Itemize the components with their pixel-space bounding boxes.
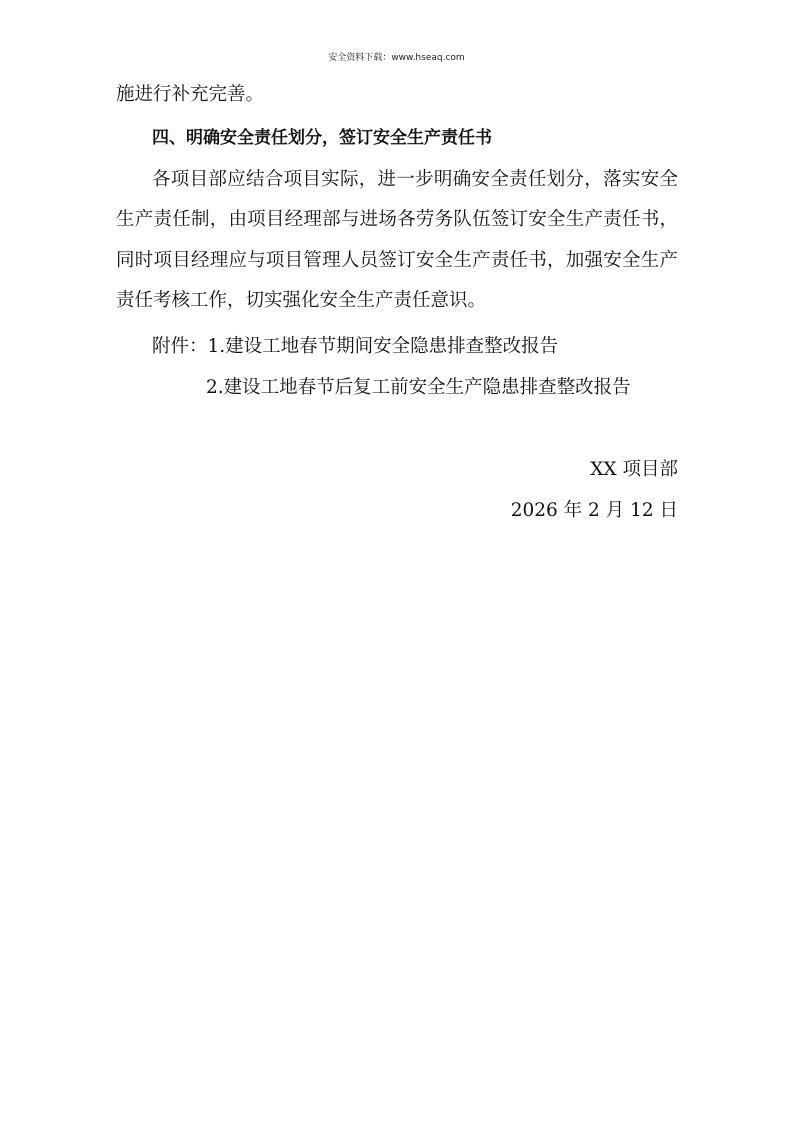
paragraph-line-1: 各项目部应结合项目实际，进一步明确安全责任划分，落实安全 <box>152 169 678 190</box>
section-heading: 四、明确安全责任划分，签订安全生产责任书 <box>152 128 492 148</box>
continued-text-line: 施进行补充完善。 <box>116 84 265 105</box>
signature-date: 2026 年 2 月 12 日 <box>510 500 678 521</box>
page-header-source: 安全资料下载：www.hseaq.com <box>328 53 465 63</box>
attachment-item-2: 2.建设工地春节后复工前安全生产隐患排查整改报告 <box>206 377 631 398</box>
signature-organization: XX 项目部 <box>590 459 678 480</box>
paragraph-line-2: 生产责任制，由项目经理部与进场各劳务队伍签订安全生产责任书， <box>116 209 678 230</box>
paragraph-line-4: 责任考核工作，切实强化安全生产责任意识。 <box>116 290 487 311</box>
paragraph-line-3: 同时项目经理应与项目管理人员签订安全生产责任书，加强安全生产 <box>116 250 678 271</box>
attachment-item-1: 附件：1.建设工地春节期间安全隐患排查整改报告 <box>152 336 559 357</box>
